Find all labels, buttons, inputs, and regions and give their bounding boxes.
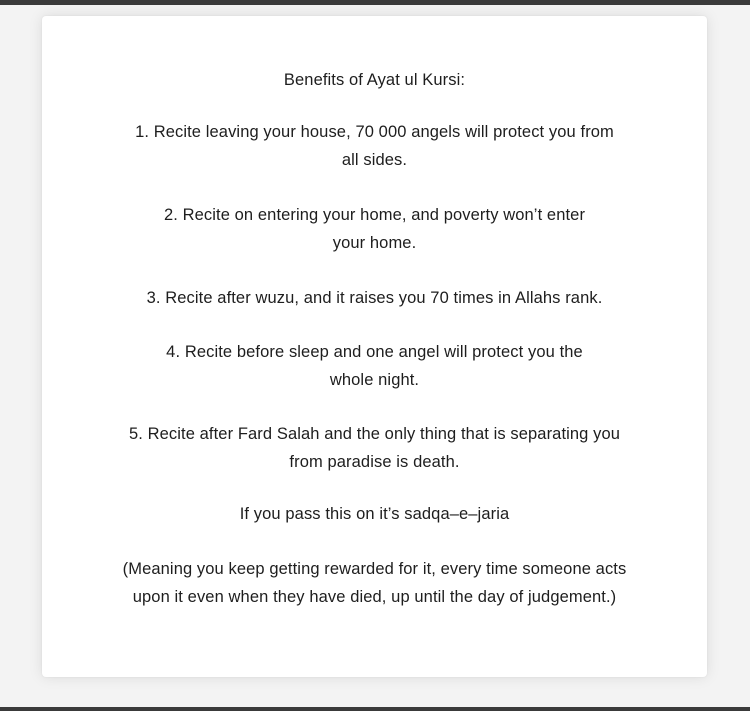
explanation-line-1: (Meaning you keep getting rewarded for it, every time someone acts	[122, 560, 627, 578]
document-title: Benefits of Ayat ul Kursi:	[283, 71, 466, 89]
sadqa-note: If you pass this on it’s sadqa–e–jaria	[239, 505, 510, 523]
benefit-2-line-2: your home.	[332, 234, 417, 252]
text-card	[42, 16, 707, 677]
benefit-1-line-2: all sides.	[341, 151, 408, 169]
benefit-5-line-2: from paradise is death.	[289, 453, 460, 471]
benefit-4-line-2: whole night.	[329, 371, 420, 389]
benefit-3: 3. Recite after wuzu, and it raises you 70 times in Allahs rank.	[146, 289, 603, 307]
bottom-border	[0, 707, 750, 711]
benefit-4-line-1: 4. Recite before sleep and one angel will protect you the	[166, 343, 583, 361]
benefit-1-line-1: 1. Recite leaving your house, 70 000 angels will protect you from	[135, 123, 614, 141]
explanation-line-2: upon it even when they have died, up until the day of judgement.)	[132, 588, 617, 606]
top-border	[0, 0, 750, 5]
benefit-5-line-1: 5. Recite after Fard Salah and the only thing that is separating you	[128, 425, 621, 443]
benefit-2-line-1: 2. Recite on entering your home, and poverty won’t enter	[163, 206, 586, 224]
